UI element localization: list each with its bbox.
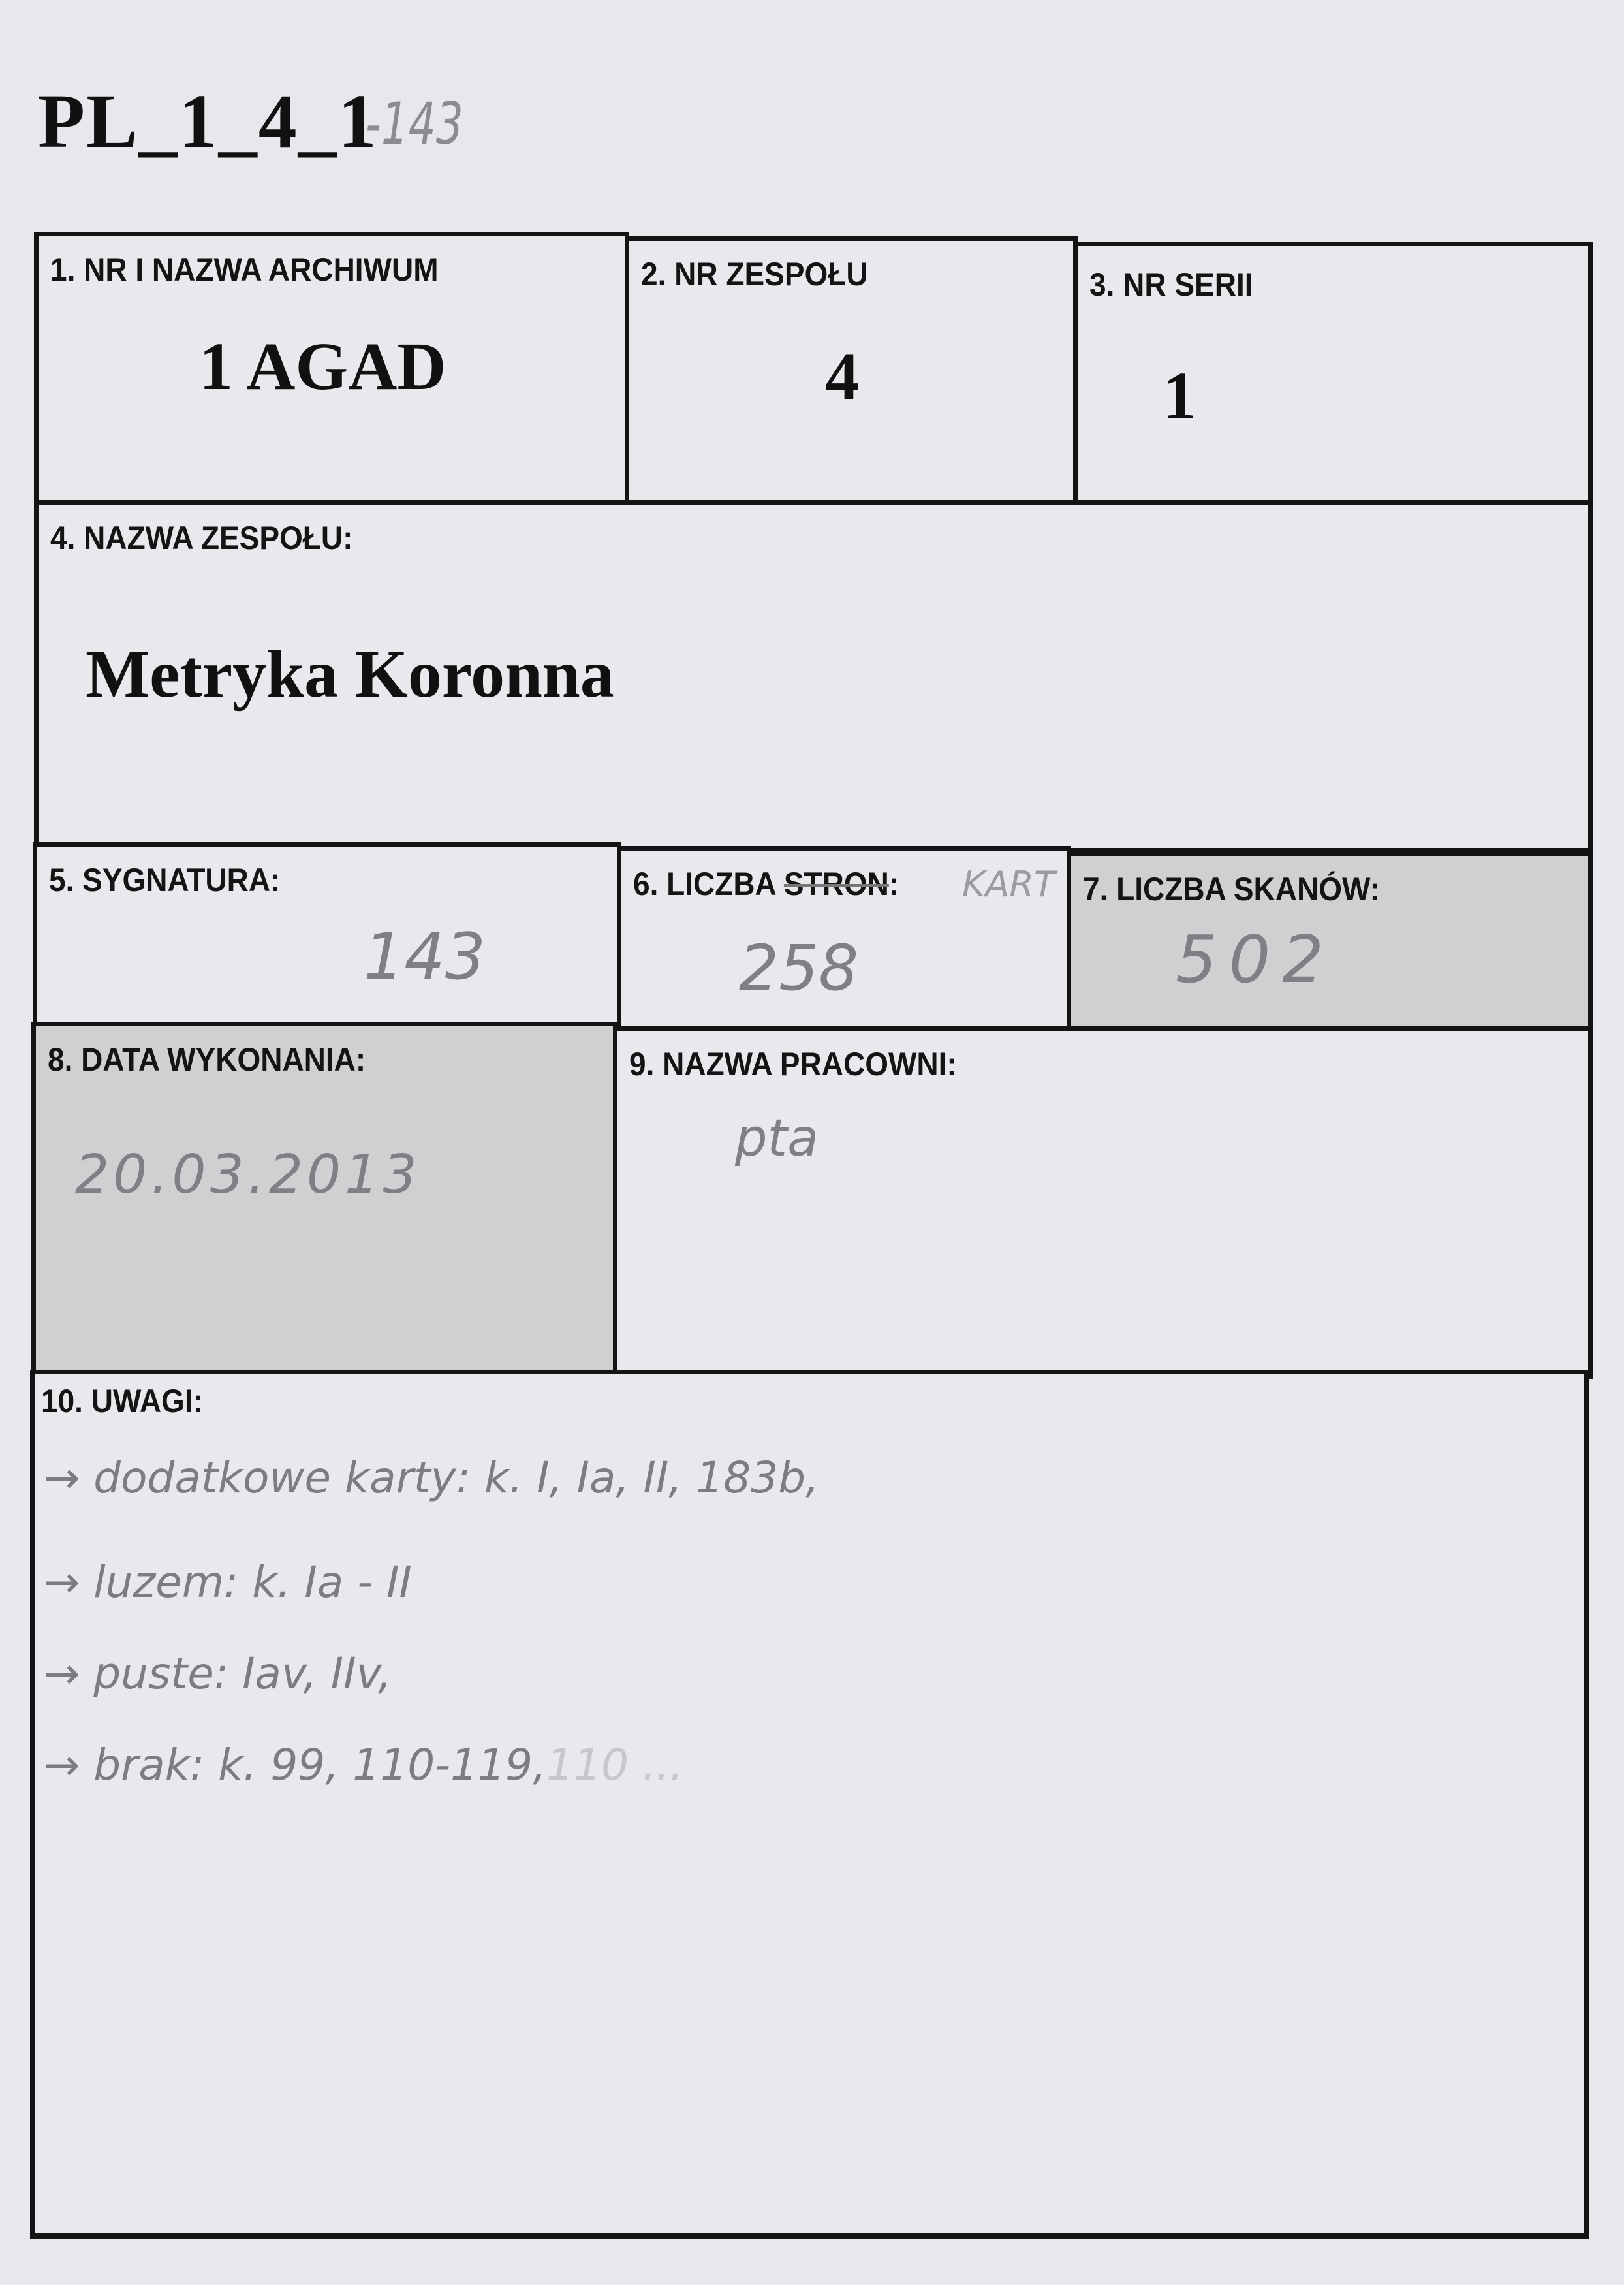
document-code-handwritten-suffix: -143 <box>366 90 463 157</box>
field-workshop-name-label: 9. NAZWA PRACOWNI: <box>629 1046 957 1082</box>
field-signature-value: 143 <box>364 920 486 994</box>
field-scan-count-value: 502 <box>1176 921 1335 998</box>
field-archive-label: 1. NR I NAZWA ARCHIWUM <box>50 251 439 288</box>
field-series-number-value: 1 <box>1163 358 1196 433</box>
remarks-note: → brak: k. 99, 110-119, <box>44 1740 547 1790</box>
field-page-count <box>617 846 1071 1030</box>
field-fond-number <box>625 236 1078 505</box>
field-execution-date-value: 20.03.2013 <box>75 1144 421 1206</box>
field-signature-label: 5. SYGNATURA: <box>49 862 281 898</box>
remarks-note: → luzem: k. Ia - II <box>44 1557 412 1607</box>
field-workshop-name <box>613 1026 1593 1379</box>
remarks-note: → puste: Iav, IIv, <box>44 1648 392 1699</box>
field-fond-name-value: Metryka Koronna <box>86 637 614 712</box>
field-archive <box>34 232 629 505</box>
label-prefix: 6. LICZBA <box>633 866 784 902</box>
field-fond-name-label: 4. NAZWA ZESPOŁU: <box>50 520 353 556</box>
remarks-erased-note: 110 ... <box>546 1740 683 1790</box>
document-code: PL_1_4_1 <box>38 78 378 164</box>
field-fond-number-value: 4 <box>825 339 859 414</box>
field-fond-name <box>34 500 1593 853</box>
field-page-count-correction: KART <box>962 864 1055 905</box>
label-struck-word: STRON <box>783 866 889 902</box>
field-execution-date-label: 8. DATA WYKONANIA: <box>48 1041 366 1078</box>
field-page-count-value: 258 <box>739 932 859 1005</box>
field-signature <box>33 842 621 1026</box>
field-execution-date <box>31 1022 617 1374</box>
field-page-count-label <box>633 865 899 903</box>
field-remarks <box>30 1370 1589 2239</box>
field-workshop-name-value: pta <box>735 1109 819 1168</box>
field-series-number <box>1073 242 1593 512</box>
label-suffix: : <box>888 866 899 902</box>
field-archive-value: 1 AGAD <box>199 329 446 404</box>
field-series-number-label: 3. NR SERII <box>1089 266 1253 303</box>
field-fond-number-label: 2. NR ZESPOŁU <box>641 256 868 292</box>
field-scan-count <box>1067 851 1593 1034</box>
field-scan-count-label: 7. LICZBA SKANÓW: <box>1083 871 1380 907</box>
remarks-note: → dodatkowe karty: k. I, Ia, II, 183b, <box>44 1453 820 1503</box>
field-remarks-label: 10. UWAGI: <box>41 1383 203 1419</box>
